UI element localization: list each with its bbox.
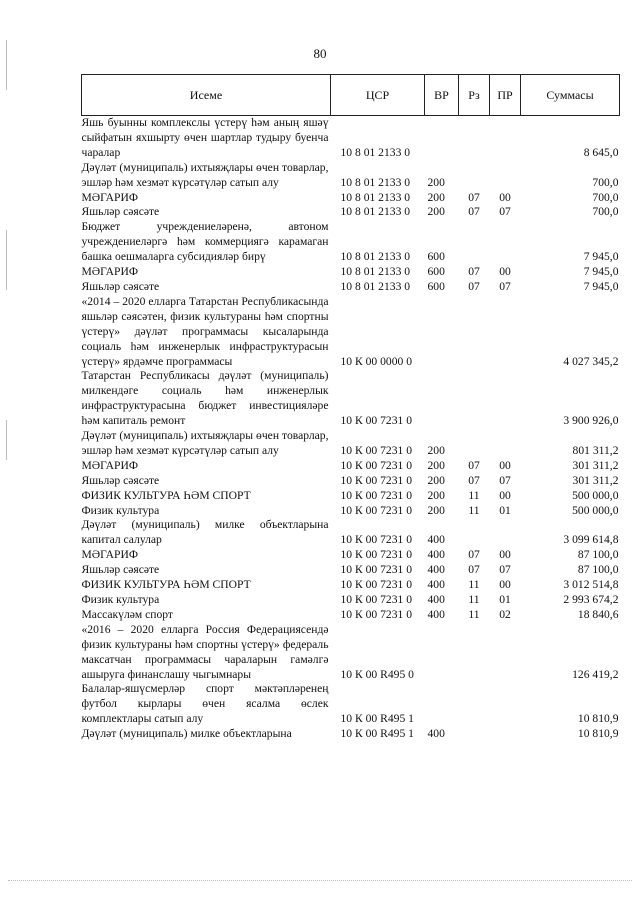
cell-name: «2016 – 2020 елларга Россия Федерациясендә физик культураны һәм спортны үстерү» федераль максатчан программасы чараларын гамәлгә ашыруга финанслашу чыгымнары (81, 622, 329, 681)
cell-csr: 10 К 00 R495 1 (340, 712, 414, 726)
cell-pr (490, 116, 521, 161)
cell-sum: 700,0 (592, 175, 619, 189)
cell-name: Дәүләт (муниципаль) ихтыяҗлары өчен товарлар, эшләр һәм хезмәт күрсәтүләр сатып алу (81, 429, 329, 457)
cell-sum: 7 945,0 (583, 250, 619, 264)
table-row (82, 623, 620, 683)
cell-rz (459, 220, 490, 265)
table-row (82, 280, 620, 295)
cell-vr: 200 (427, 175, 445, 189)
cell-csr: 10 К 00 R495 0 (340, 667, 414, 681)
cell-name: Яшьләр сәясәте (81, 205, 160, 219)
cell-csr: 10 К 00 7231 0 (340, 563, 412, 577)
cell-sum: 700,0 (592, 190, 619, 204)
cell-rz (459, 161, 490, 191)
cell-csr: 10 8 01 2133 0 (340, 190, 411, 204)
cell-name: Дәүләт (муниципаль) ихтыяҗлары өчен товарлар, эшләр һәм хезмәт күрсәтүләр сатып алу (81, 160, 329, 189)
cell-sum: 7 945,0 (583, 265, 619, 279)
cell-rz: 11 (468, 503, 480, 517)
cell-pr (490, 727, 521, 742)
cell-pr (490, 295, 521, 370)
margin-mark (6, 40, 7, 90)
cell-pr: 02 (499, 607, 511, 621)
cell-name: Яшь буынны комплекслы үстерү һәм аның яшәү сыйфатын яхшырту өчен шартлар тудыру буенча чаралар (81, 116, 329, 159)
cell-vr: 200 (427, 473, 445, 487)
table-row (82, 205, 620, 220)
cell-pr: 07 (499, 279, 511, 293)
table-row (82, 489, 620, 504)
cell-name: МӘГАРИФ (81, 548, 138, 562)
margin-mark (6, 420, 7, 460)
cell-pr (490, 518, 521, 548)
cell-pr: 00 (499, 190, 511, 204)
cell-rz (459, 116, 490, 161)
cell-pr: 00 (499, 578, 511, 592)
cell-pr (490, 220, 521, 265)
cell-sum: 7 945,0 (583, 279, 619, 293)
cell-rz (459, 429, 490, 459)
cell-csr: 10 К 00 0000 0 (340, 354, 412, 368)
table-row (82, 295, 620, 370)
cell-vr: 400 (427, 593, 445, 606)
cell-name: МӘГАРИФ (81, 458, 138, 472)
table-row (82, 682, 620, 727)
cell-csr: 10 К 00 7231 0 (340, 414, 412, 428)
cell-csr: 10 8 01 2133 0 (340, 265, 411, 279)
table-row (82, 459, 620, 474)
cell-name: Дәүләт (муниципаль) милке объектларына капитал салулар (81, 518, 329, 547)
cell-pr (490, 161, 521, 191)
cell-name: ФИЗИК КУЛЬТУРА ҺӘМ СПОРТ (81, 578, 251, 592)
cell-vr: 200 (427, 488, 445, 502)
cell-sum: 4 027 345,2 (563, 354, 619, 368)
page-number: 80 (313, 46, 327, 61)
cell-vr (425, 369, 459, 429)
cell-sum: 2 993 674,2 (563, 593, 619, 606)
cell-csr: 10 8 01 2133 0 (340, 205, 411, 219)
cell-rz: 07 (468, 265, 480, 279)
cell-csr: 10 8 01 2133 0 (340, 279, 411, 293)
cell-csr: 10 К 00 7231 0 (340, 443, 412, 457)
table-header-row (82, 75, 620, 116)
cell-pr: 07 (499, 563, 511, 577)
cell-vr (425, 623, 459, 683)
cell-rz (459, 295, 490, 370)
budget-table (81, 74, 620, 742)
cell-vr: 400 (427, 563, 445, 577)
cell-sum: 500 000,0 (572, 488, 619, 502)
cell-sum: 801 311,2 (572, 443, 619, 457)
table-row (82, 429, 620, 459)
table-row (82, 727, 620, 742)
table-row (82, 474, 620, 489)
table-row (82, 161, 620, 191)
cell-rz: 07 (468, 473, 480, 487)
cell-vr: 600 (427, 279, 445, 293)
cell-sum: 8 645,0 (583, 145, 619, 159)
cell-rz: 11 (468, 578, 480, 592)
cell-vr (425, 295, 459, 370)
header-rz: Рз (459, 75, 490, 116)
cell-pr: 00 (499, 548, 511, 562)
cell-sum: 10 810,9 (577, 712, 619, 726)
cell-name: Физик культура (81, 503, 160, 517)
cell-rz: 11 (468, 607, 480, 621)
cell-sum: 700,0 (592, 205, 619, 219)
cell-vr: 400 (427, 578, 445, 592)
cell-vr: 200 (427, 190, 445, 204)
cell-pr: 01 (499, 503, 511, 517)
cell-csr: 10 К 00 7231 0 (340, 593, 412, 606)
cell-pr: 07 (499, 205, 511, 219)
cell-vr (425, 116, 459, 161)
cell-vr (425, 682, 459, 727)
table-row (82, 548, 620, 563)
header-csr: ЦСР (331, 75, 425, 116)
cell-sum: 301 311,2 (572, 458, 619, 472)
cell-sum: 3 900 926,0 (563, 414, 619, 428)
cell-sum: 301 311,2 (572, 473, 619, 487)
cell-vr: 200 (427, 443, 445, 457)
cell-sum: 500 000,0 (572, 503, 619, 517)
cell-name: «2014 – 2020 елларга Татарстан Республикасында яшьләр сәясәтен, физик культураны һәм спортны үстерү» дәүләт программасы кысаларында социаль һәм инженерлык инфраструктурасын үстерү» ярдәмче программасы (81, 294, 329, 368)
cell-sum: 87 100,0 (577, 548, 619, 562)
cell-csr: 10 К 00 7231 0 (340, 548, 412, 562)
cell-rz (459, 518, 490, 548)
cell-sum: 126 419,2 (572, 667, 619, 681)
header-name: Исеме (82, 75, 331, 116)
cell-rz: 07 (468, 458, 480, 472)
cell-sum: 18 840,6 (577, 607, 619, 621)
cell-rz (459, 727, 490, 742)
cell-rz: 11 (468, 593, 480, 606)
cell-sum: 3 012 514,8 (563, 578, 619, 592)
table-row (82, 608, 620, 623)
cell-vr: 400 (427, 548, 445, 562)
margin-mark (6, 230, 7, 290)
cell-csr: 10 К 00 7231 0 (340, 473, 412, 487)
table-row (82, 504, 620, 519)
cell-csr: 10 8 01 2133 0 (340, 250, 411, 264)
table-row (82, 116, 620, 161)
cell-vr: 600 (427, 250, 445, 264)
cell-pr (490, 682, 521, 727)
cell-rz (459, 369, 490, 429)
cell-name: Физик культура (81, 593, 160, 606)
header-sum: Суммасы (521, 75, 620, 116)
table-row (82, 593, 620, 608)
header-pr: ПР (490, 75, 521, 116)
table-row (82, 563, 620, 578)
cell-csr: 10 К 00 7231 0 (340, 458, 412, 472)
cell-rz: 07 (468, 563, 480, 577)
cell-name: Яшьләр сәясәте (81, 473, 160, 487)
cell-name: МӘГАРИФ (81, 190, 138, 204)
cell-csr: 10 К 00 7231 0 (340, 533, 412, 547)
table-row (82, 518, 620, 548)
cell-vr: 200 (427, 205, 445, 219)
cell-rz: 07 (468, 205, 480, 219)
cell-name: Яшьләр сәясәте (81, 563, 160, 577)
cell-sum: 87 100,0 (577, 563, 619, 577)
cell-rz: 07 (468, 190, 480, 204)
cell-sum: 3 099 614,8 (563, 533, 619, 547)
cell-pr (490, 623, 521, 683)
cell-rz (459, 623, 490, 683)
cell-pr: 01 (499, 593, 511, 606)
cell-csr: 10 К 00 7231 0 (340, 488, 412, 502)
cell-csr: 10 К 00 7231 0 (340, 607, 412, 621)
cell-rz (459, 682, 490, 727)
cell-name: Яшьләр сәясәте (81, 279, 160, 293)
cell-vr: 400 (427, 727, 445, 741)
cell-name: Бюджет учреждениеләренә, автоном учреждениеләргә һәм коммерциягә карамаган башка оешмаларга субсидияләр бирү (81, 220, 329, 264)
table-row (82, 578, 620, 593)
header-vr: ВР (425, 75, 459, 116)
cell-csr: 10 К 00 R495 1 (340, 727, 414, 741)
cell-name: ФИЗИК КУЛЬТУРА ҺӘМ СПОРТ (81, 488, 251, 502)
footer-rule (8, 880, 632, 881)
cell-pr: 07 (499, 473, 511, 487)
cell-name: Дәүләт (муниципаль) милке объектларына (81, 727, 292, 741)
cell-name: Балалар-яшүсмерләр спорт мәктәпләренең футбол кырлары өчен ясалма өслек комплектлары сатып алу (81, 682, 329, 726)
table-row (82, 265, 620, 280)
cell-name: Массакүләм спорт (81, 607, 173, 621)
cell-pr: 00 (499, 458, 511, 472)
cell-csr: 10 К 00 7231 0 (340, 578, 412, 592)
cell-csr: 10 К 00 7231 0 (340, 503, 412, 517)
cell-rz: 07 (468, 279, 480, 293)
cell-pr: 00 (499, 488, 511, 502)
table-row (82, 220, 620, 265)
cell-pr: 00 (499, 265, 511, 279)
cell-pr (490, 369, 521, 429)
cell-name: Татарстан Республикасы дәүләт (муниципаль) милкендәге социаль һәм инженерлык инфраструктурасына бюджет инвестицияләре һәм капиталь ремонт (81, 369, 329, 428)
cell-vr: 400 (427, 533, 445, 547)
cell-name: МӘГАРИФ (81, 265, 138, 279)
table-row (82, 191, 620, 206)
table-row (82, 369, 620, 429)
cell-vr: 600 (427, 265, 445, 279)
cell-vr: 400 (427, 607, 445, 621)
cell-vr: 200 (427, 503, 445, 517)
cell-vr: 200 (427, 458, 445, 472)
cell-sum: 10 810,9 (577, 727, 619, 741)
cell-pr (490, 429, 521, 459)
cell-csr: 10 8 01 2133 0 (340, 175, 411, 189)
cell-csr: 10 8 01 2133 0 (340, 145, 411, 159)
cell-rz: 07 (468, 548, 480, 562)
cell-rz: 11 (468, 488, 480, 502)
